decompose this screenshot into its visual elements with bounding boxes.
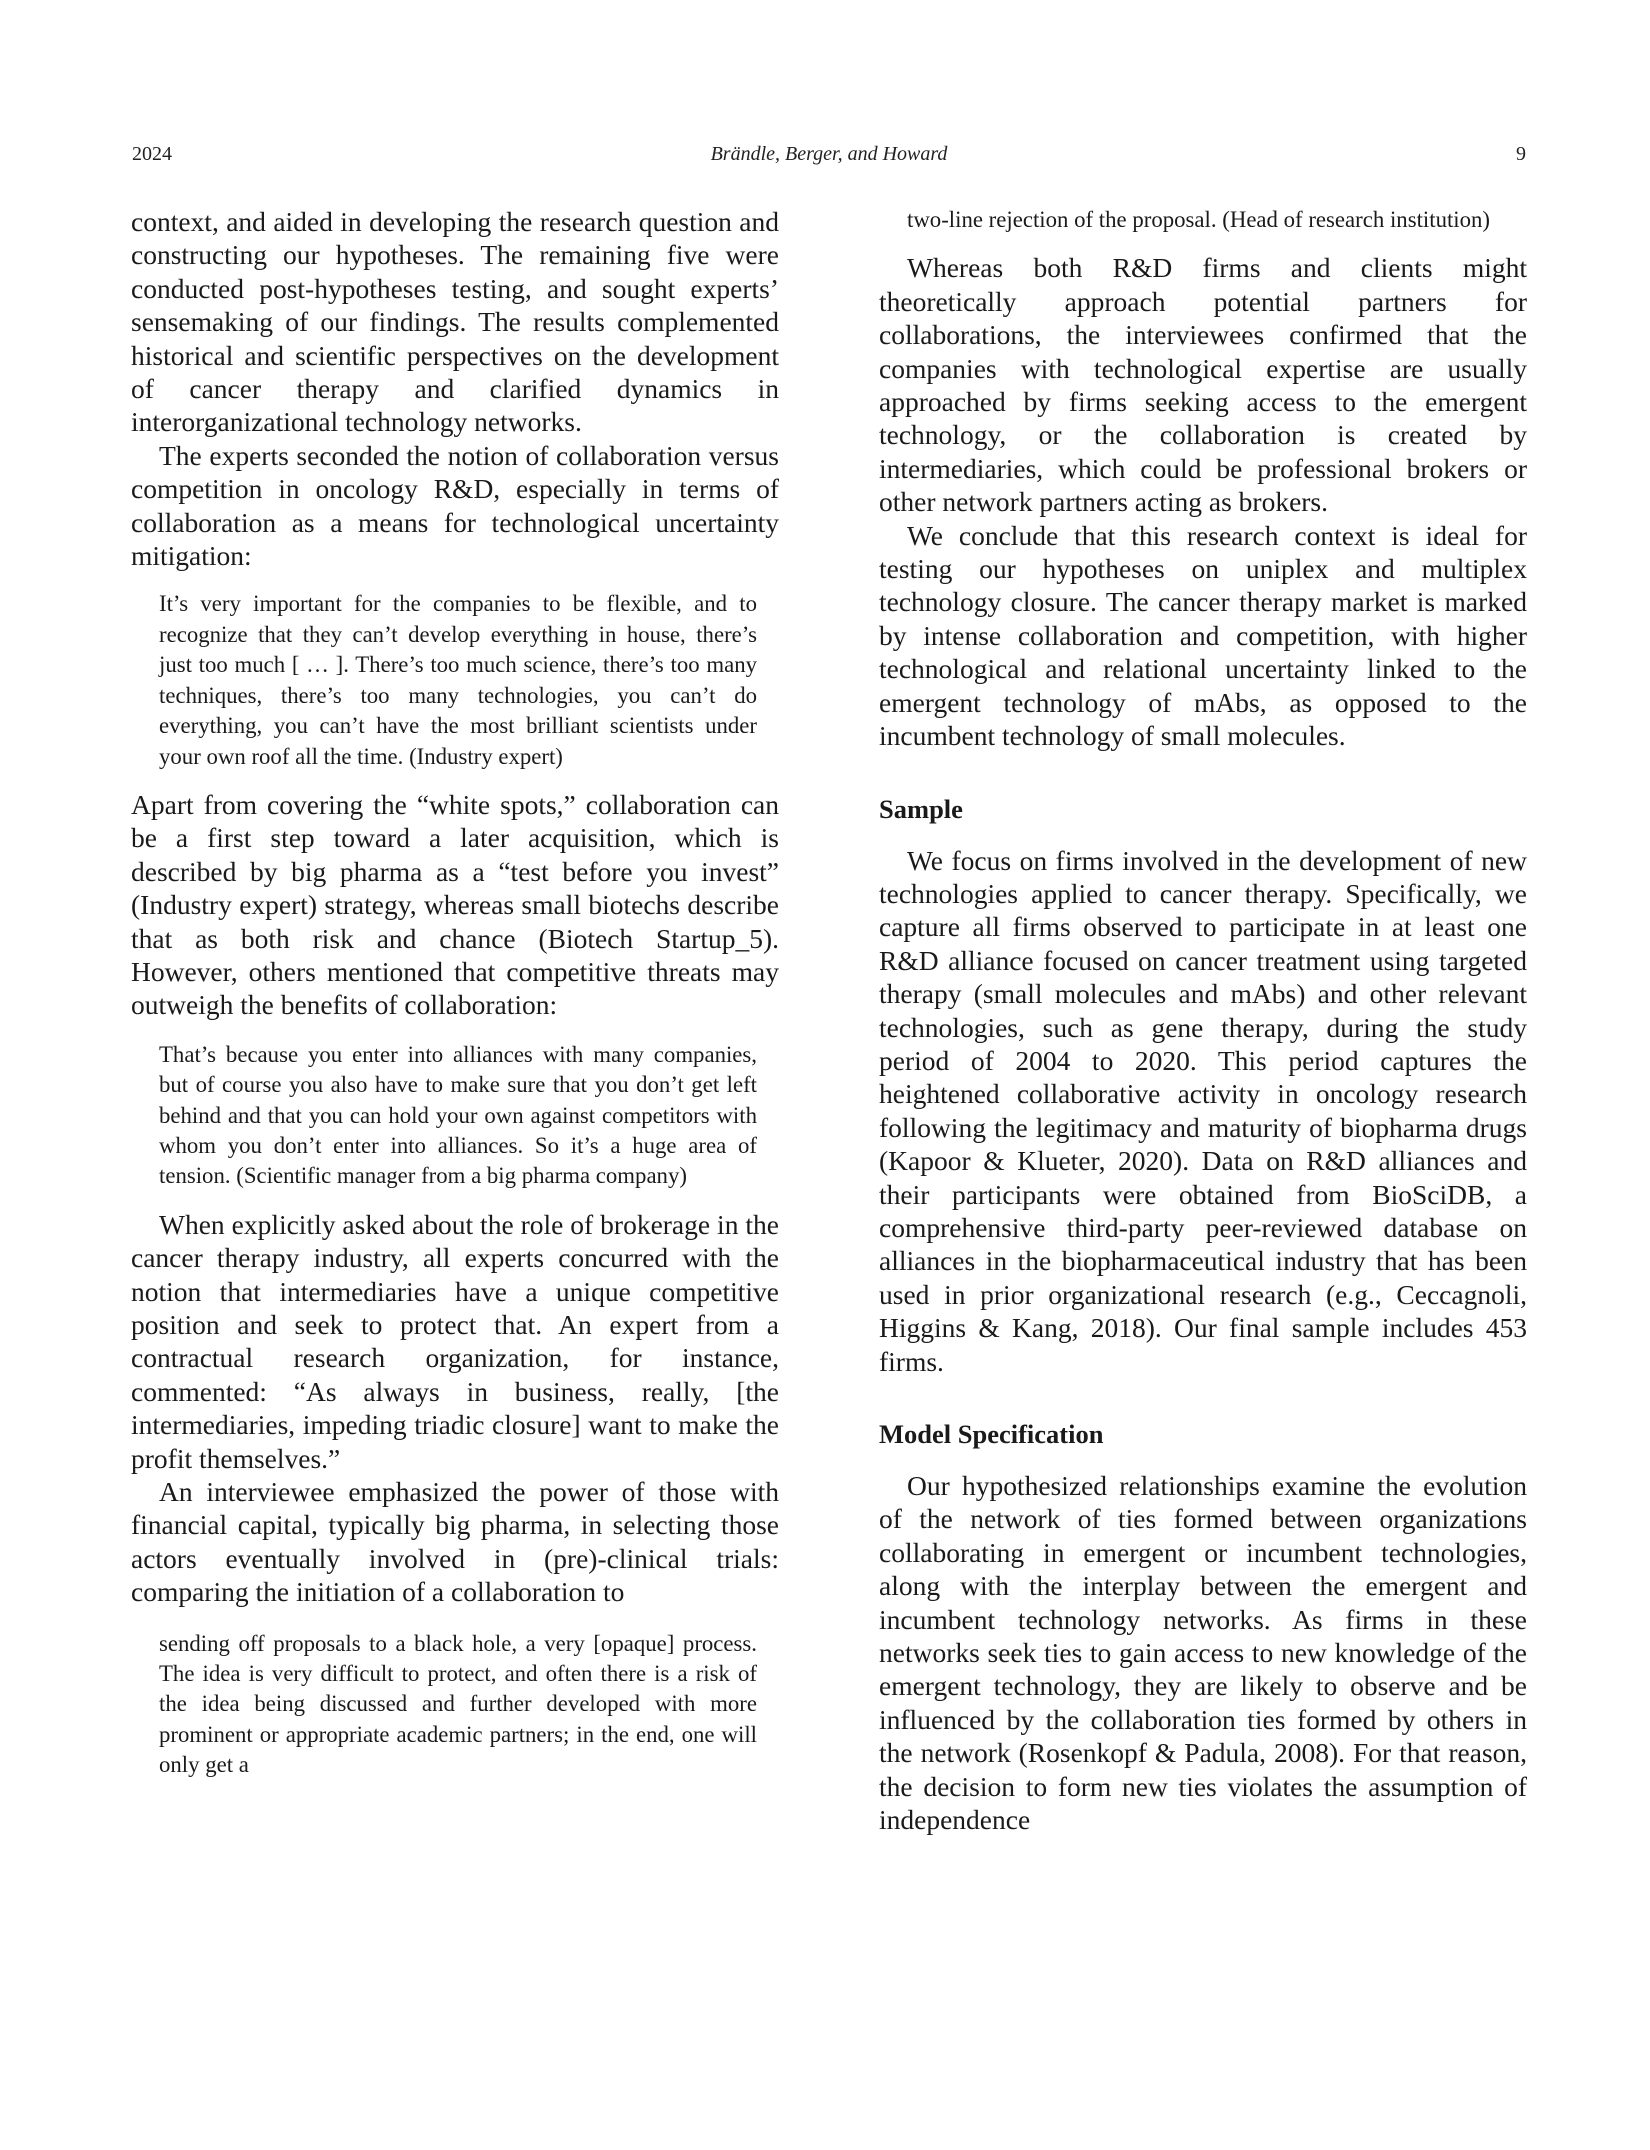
page-number: 9 <box>1516 143 1526 165</box>
body-paragraph: Apart from covering the “white spots,” collaboration can be a first step toward a later acquisition, which is described by big pharma as a “test before you invest” (Industry expert) strategy, whereas small biotechs describe that as both risk and chance (Biotech Startup_5). However, others mentioned that competitive threats may outweigh the benefits of collaboration: <box>131 788 779 1021</box>
body-paragraph: context, and aided in developing the research question and constructing our hypotheses. The remaining five were conducted post-hypotheses testing, and sought experts’ sensemaking of our findings. The results complemented historical and scientific perspectives on the development of cancer therapy and clarified dynamics in interorganizational technology networks. <box>131 206 779 438</box>
block-quote: That’s because you enter into alliances with many companies, but of course you also have to make sure that you don’t get left behind and that you can hold your own against competitors with whom you don’t enter into alliances. So it’s a huge area of tension. (Scientific manager from a big pharma company) <box>159 1041 757 1189</box>
body-paragraph: Whereas both R&D firms and clients might theoretically approach potential partners for collaborations, the interviewees confirmed that the companies with technological expertise are usually approached by firms seeking access to the emergent technology, or the collaboration is created by intermediaries, which could be professional brokers or other network partners acting as brokers. <box>879 252 1527 518</box>
body-paragraph: Our hypothesized relationships examine the evolution of the network of ties formed between organizations collaborating in emergent or incumbent technologies, along with the interplay between the emergent and incumbent technology networks. As firms in these networks seek ties to gain access to new knowledge of the emergent technology, they are likely to observe and be influenced by the collaboration ties formed by others in the network (Rosenkopf & Padula, 2008). For that reason, the decision to form new ties violates the assumption of independence <box>879 1470 1527 1836</box>
header-year: 2024 <box>132 143 172 165</box>
body-paragraph: When explicitly asked about the role of brokerage in the cancer therapy industry, all experts concurred with the notion that intermediaries have a unique competitive position and seek to protect that. An expert from a contractual research organization, for instance, commented: “As always in business, really, [the intermediaries, impeding triadic closure] want to make the profit themselves.” <box>131 1208 779 1474</box>
left-column <box>131 205 779 1781</box>
body-paragraph: The experts seconded the notion of collaboration versus competition in oncology R&D, especially in terms of collaboration as a means for technological uncertainty mitigation: <box>131 439 779 572</box>
right-column <box>879 205 1527 1836</box>
section-heading-model-specification: Model Specification <box>879 1419 1104 1449</box>
block-quote: sending off proposals to a black hole, a very [opaque] process. The idea is very difficult to protect, and often there is a risk of the idea being discussed and further developed with more prominent or appropriate academic partners; in the end, one will only get a <box>159 1630 757 1778</box>
block-quote-continued: two-line rejection of the proposal. (Head of research institution) <box>907 207 1491 232</box>
body-paragraph: An interviewee emphasized the power of those with financial capital, typically big pharma, in selecting those actors eventually involved in (pre)-clinical trials: comparing the initiation of a collaboration to <box>131 1476 779 1608</box>
section-heading-sample: Sample <box>879 793 963 824</box>
header-authors: Brändle, Berger, and Howard <box>710 143 948 165</box>
body-paragraph: We conclude that this research context is ideal for testing our hypotheses on uniplex and multiplex technology closure. The cancer therapy market is marked by intense collaboration and competition, with higher technological and relational uncertainty linked to the emergent technology of mAbs, as opposed to the incumbent technology of small molecules. <box>879 519 1527 752</box>
body-paragraph: We focus on firms involved in the development of new technologies applied to cancer therapy. Specifically, we capture all firms observed to participate in at least one R&D alliance focused on cancer treatment using targeted therapy (small molecules and mAbs) and other relevant technologies, such as gene therapy, during the study period of 2004 to 2020. This period captures the heightened collaborative activity in oncology research following the legitimacy and maturity of biopharma drugs (Kapoor & Klueter, 2020). Data on R&D alliances and their participants were obtained from BioSciDB, a comprehensive third-party peer-reviewed database on alliances in the biopharmaceutical industry that has been used in prior organizational research (e.g., Ceccagnoli, Higgins & Kang, 2018). Our final sample includes 453 firms. <box>879 844 1527 1377</box>
block-quote: It’s very important for the companies to be flexible, and to recognize that they can’t develop everything in house, there’s just too much [ … ]. There’s too much science, there’s too many techniques, there’s too many technologies, you can’t do everything, you can’t have the most brilliant scientists under your own roof all the time. (Industry expert) <box>159 591 757 769</box>
